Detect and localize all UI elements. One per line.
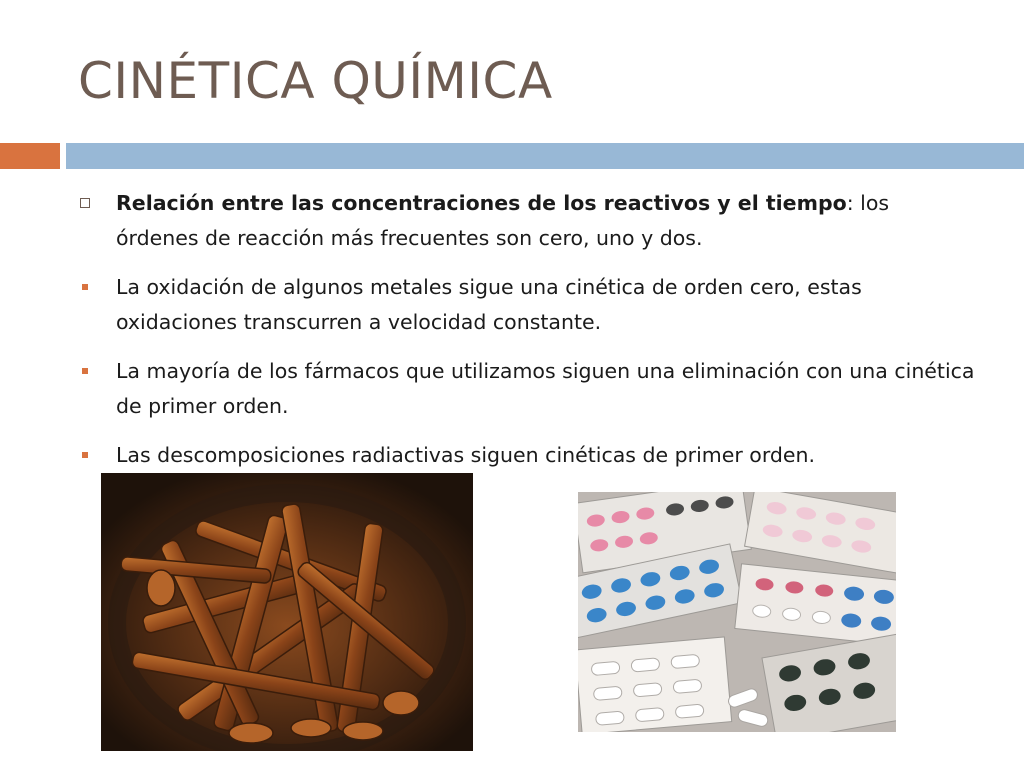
bullet-item [78,354,978,424]
square-bullet-icon [82,284,88,290]
bullet-item [78,438,978,473]
bullet-list [78,186,978,487]
bullet-text: La oxidación de algunos metales sigue una cinética de orden cero, estas oxidaciones transcurren a velocidad constante. [116,275,862,334]
bullet-item [78,270,978,340]
square-bullet-icon [82,368,88,374]
intro-text: : los órdenes de reacción más frecuentes son cero, uno y dos. [116,191,890,250]
accent-bar-orange [0,143,60,169]
slide-title: CINÉTICA QUÍMICA [78,52,553,110]
accent-bar-blue [66,143,1024,169]
bullet-text: La mayoría de los fármacos que utilizamos siguen una eliminación con una cinética de primer orden. [116,359,975,418]
pills-blister-image [578,492,896,732]
hollow-square-bullet-icon [80,198,90,208]
rusty-screws-image [101,473,473,751]
bullet-item-intro [78,186,978,256]
intro-bold-text: Relación entre las concentraciones de los reactivos y el tiempo [116,191,847,215]
bullet-text: Las descomposiciones radiactivas siguen cinéticas de primer orden. [116,443,816,467]
square-bullet-icon [82,452,88,458]
